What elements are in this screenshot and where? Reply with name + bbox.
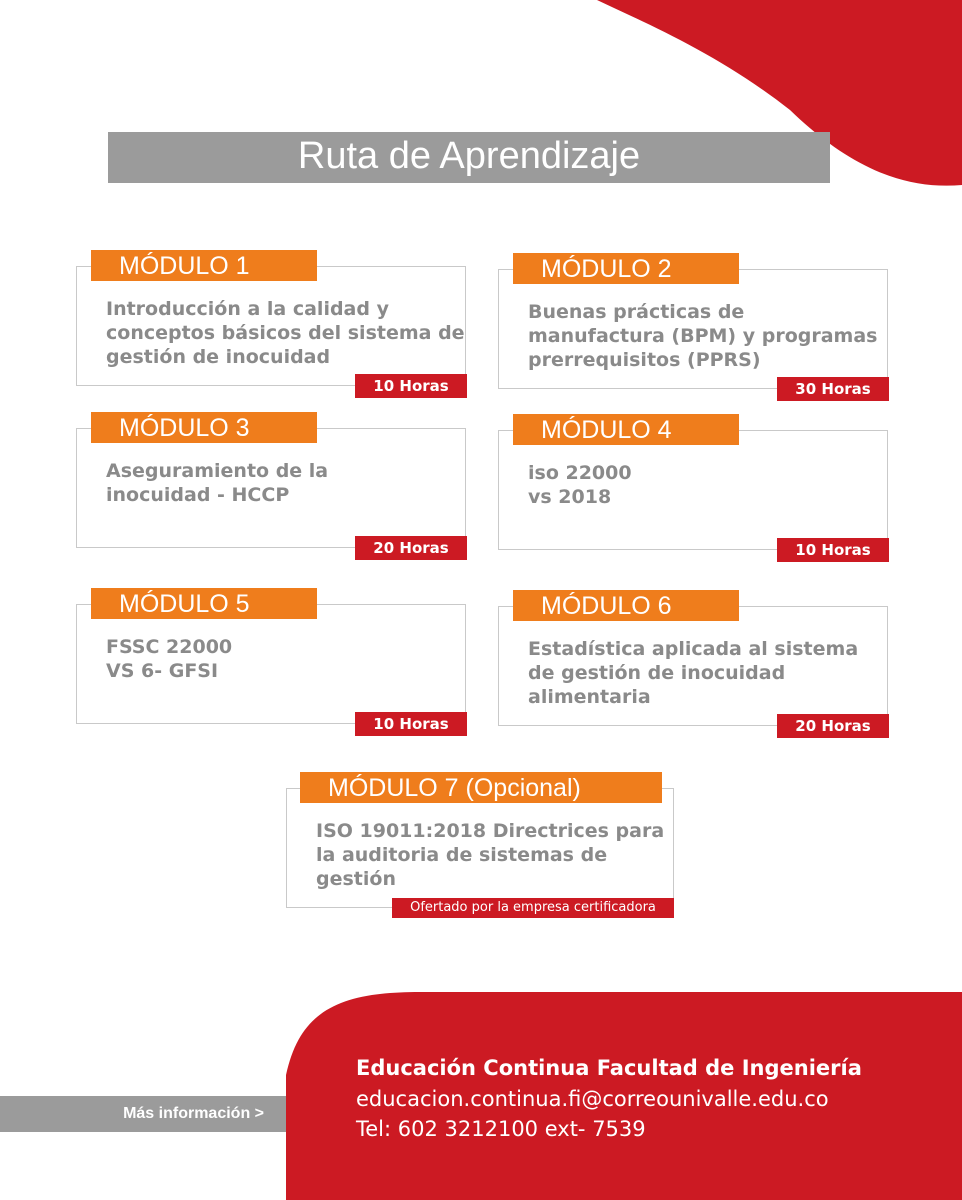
module-description [528, 461, 884, 509]
org-name: Educación Continua Facultad de Ingeniería [356, 1056, 862, 1080]
description-line: prerrequisitos (PPRS) [528, 349, 761, 371]
contact-block [356, 1052, 862, 1144]
hours-badge: 30 Horas [777, 377, 889, 401]
description-line: VS 6- GFSI [106, 660, 219, 682]
module-card-1 [76, 250, 466, 395]
description-line: Aseguramiento de la [106, 460, 329, 482]
description-line: Introducción a la calidad y [106, 298, 389, 320]
module-card-5 [76, 588, 466, 733]
hours-badge: 10 Horas [777, 538, 889, 562]
description-line: Buenas prácticas de [528, 301, 745, 323]
description-line: ISO 19011:2018 Directrices para [316, 820, 665, 842]
module-description [106, 297, 465, 369]
description-line: FSSC 22000 [106, 636, 233, 658]
description-line: gestión [316, 868, 396, 890]
module-description [106, 635, 462, 683]
module-card-2 [498, 253, 888, 398]
phone-text: Tel: 602 3212100 ext- 7539 [356, 1117, 646, 1141]
module-tab: MÓDULO 5 [91, 588, 317, 619]
hours-badge: 20 Horas [355, 536, 467, 560]
description-line: manufactura (BPM) y programas [528, 325, 878, 347]
hours-badge: 10 Horas [355, 712, 467, 736]
description-line: Estadística aplicada al sistema [528, 638, 859, 660]
description-line: vs 2018 [528, 486, 612, 508]
hours-badge: 20 Horas [777, 714, 889, 738]
email-link[interactable]: educacion.continua.fi@correounivalle.edu.co [356, 1087, 829, 1111]
module-description [316, 819, 670, 891]
module-description [528, 637, 884, 709]
module-description [528, 300, 884, 372]
description-line: conceptos básicos del sistema de [106, 322, 465, 344]
module-card-4 [498, 414, 888, 559]
hours-badge: 10 Horas [355, 374, 467, 398]
description-line: gestión de inocuidad [106, 346, 331, 368]
module-card-6 [498, 590, 888, 735]
module-tab: MÓDULO 7 (Opcional) [300, 772, 662, 803]
description-line: inocuidad - HCCP [106, 484, 290, 506]
description-line: alimentaria [528, 686, 651, 708]
description-line: la auditoria de sistemas de [316, 844, 608, 866]
description-line: de gestión de inocuidad [528, 662, 786, 684]
module-tab: MÓDULO 2 [513, 253, 739, 284]
module-tab: MÓDULO 1 [91, 250, 317, 281]
description-line: iso 22000 [528, 462, 632, 484]
page-title: Ruta de Aprendizaje [108, 132, 830, 183]
module-card-7 [286, 772, 674, 915]
module-tab: MÓDULO 6 [513, 590, 739, 621]
module-tab: MÓDULO 3 [91, 412, 317, 443]
module-description [106, 459, 462, 507]
more-info-link[interactable]: Más información > [0, 1096, 286, 1132]
module-tab: MÓDULO 4 [513, 414, 739, 445]
module-card-3 [76, 412, 466, 557]
provider-badge: Ofertado por la empresa certificadora [392, 898, 674, 918]
